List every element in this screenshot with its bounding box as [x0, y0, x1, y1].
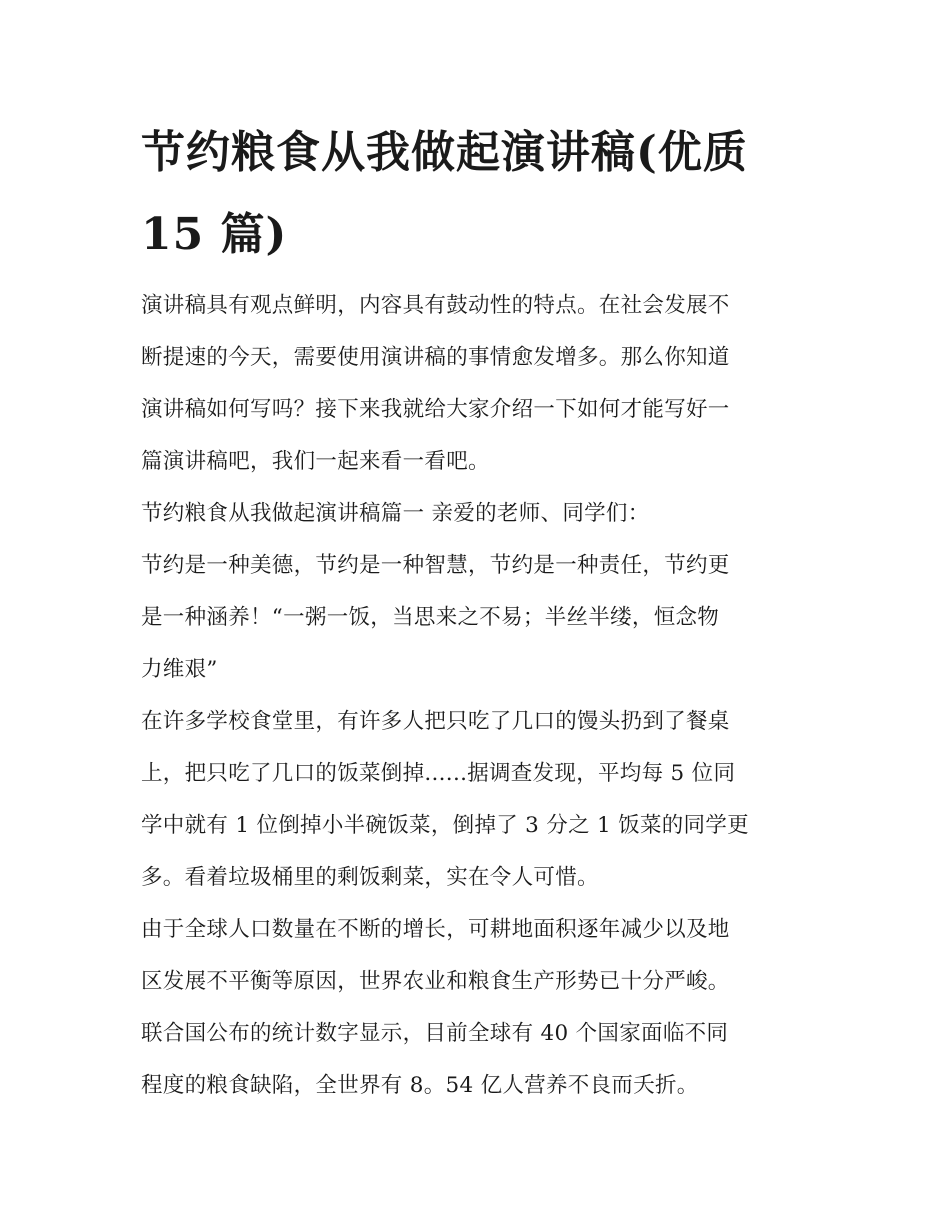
section-heading-paragraph: 节约粮食从我做起演讲稿篇一 亲爱的老师、同学们： [141, 501, 650, 526]
body-paragraph: 节约是一种美德，节约是一种智慧，节约是一种责任，节约更 是一种涵养！“一粥一饭，当思来之不易；半丝半缕，恒念物 力维艰” [141, 553, 730, 682]
body-paragraph: 在许多学校食堂里，有许多人把只吃了几口的馒头扔到了餐桌 上，把只吃了几口的饭菜倒掉......据调查发现，平均每 5 位同 学中就有 1 位倒掉小半碗饭菜，倒掉了 3 分之 1 饭菜的同学更 多。看着垃圾桶里的剩饭剩菜，实在令人可惜。 [141, 709, 749, 890]
document-title: 节约粮食从我做起演讲稿(优质 15 篇) [141, 127, 748, 260]
document-body [141, 280, 821, 1112]
body-paragraph: 由于全球人口数量在不断的增长，可耕地面积逐年减少以及地 区发展不平衡等原因，世界农业和粮食生产形势已十分严峻。 联合国公布的统计数字显示，目前全球有 40 个国家面临不同 程度的粮食缺陷，全世界有 8。54 亿人营养不良而夭折。 [141, 917, 730, 1098]
document-page [141, 112, 821, 1112]
intro-paragraph: 演讲稿具有观点鲜明，内容具有鼓动性的特点。在社会发展不 断提速的今天，需要使用演讲稿的事情愈发增多。那么你知道 演讲稿如何写吗？接下来我就给大家介绍一下如何才能写好一 篇演讲稿吧，我们一起来看一看吧。 [141, 293, 730, 474]
